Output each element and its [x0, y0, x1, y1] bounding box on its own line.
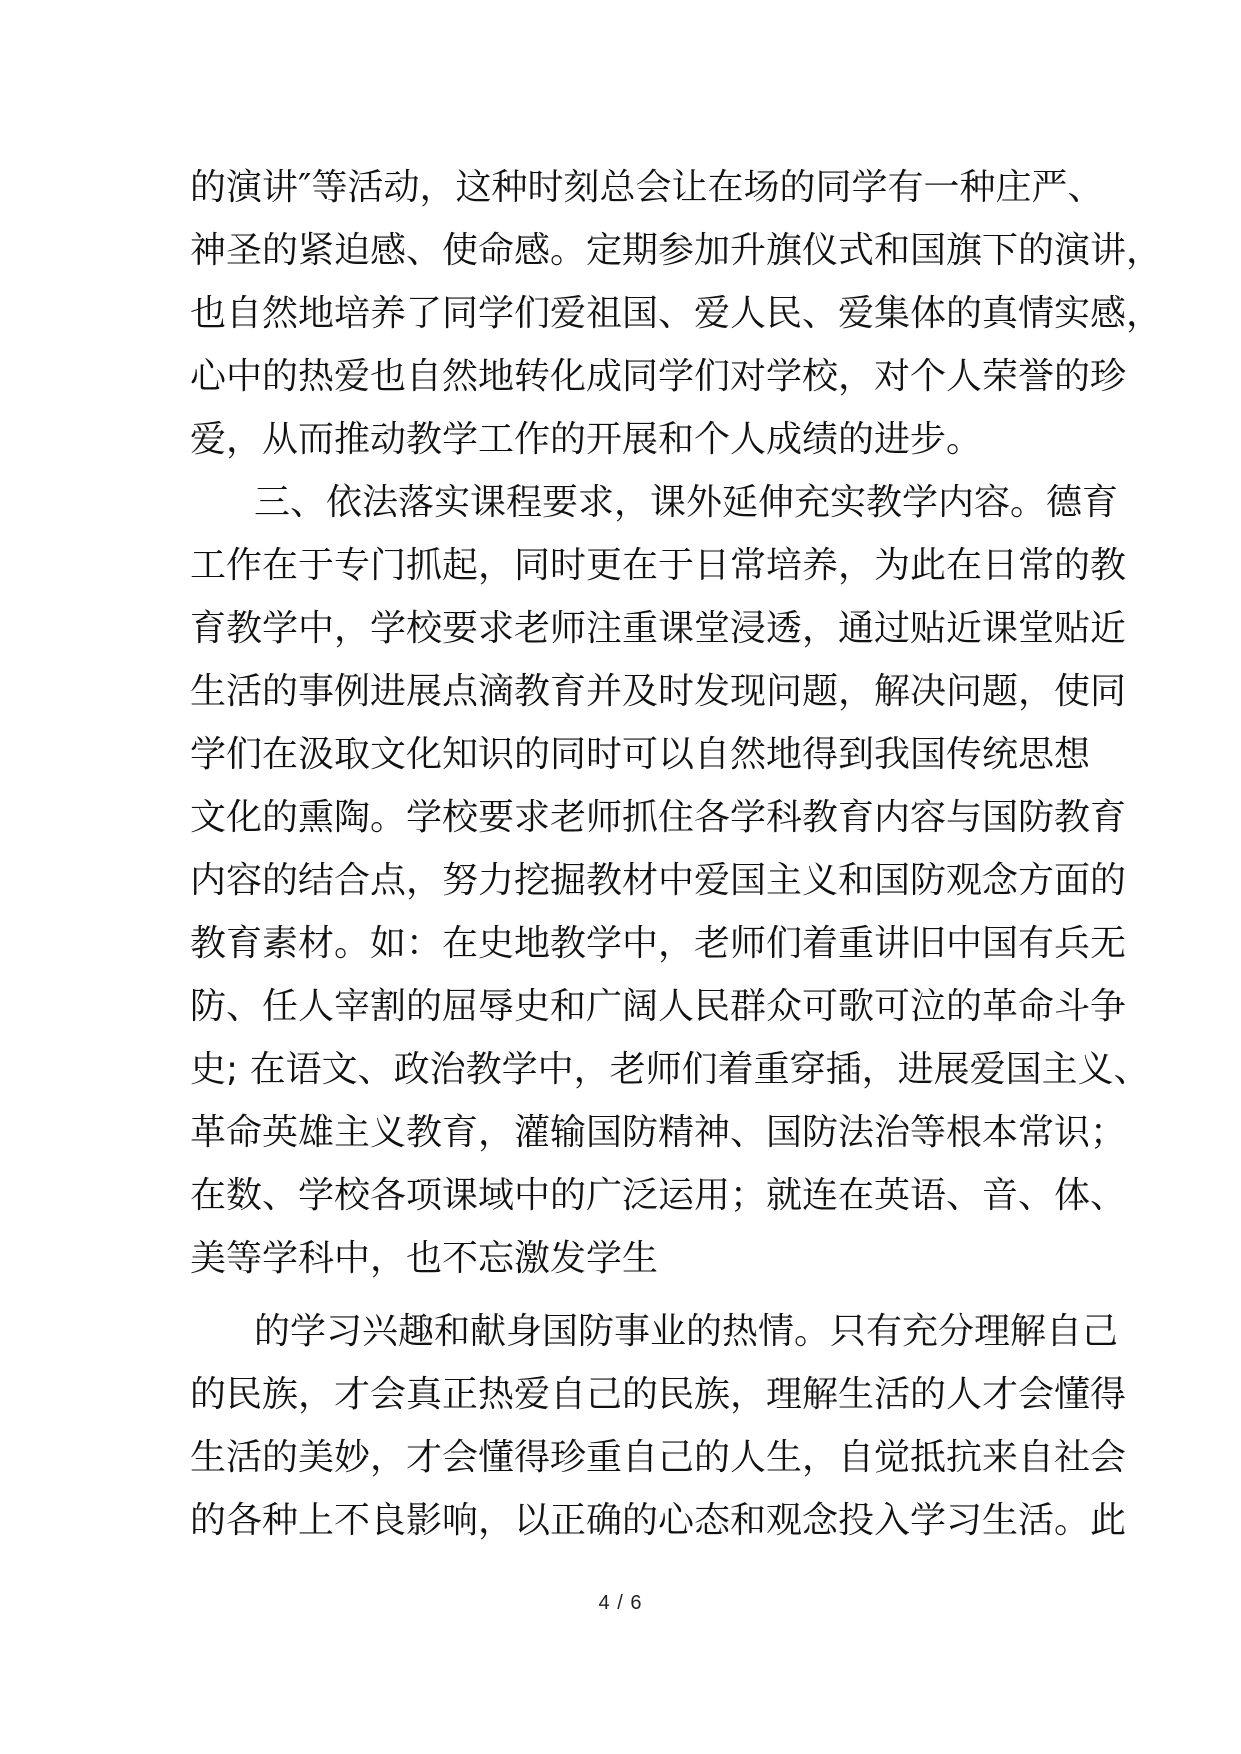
paragraph-gap [190, 1290, 1070, 1300]
paragraph-first-line: 的学习兴趣和献身国防事业的热情。只有充分理解自己 [254, 1311, 1119, 1352]
page-number: 4 / 6 [598, 1592, 643, 1614]
paragraph-first-line: 三、依法落实课程要求，课外延伸充实教学内容。德育 [254, 482, 1119, 523]
body-text [190, 156, 1163, 1552]
text-line: 生活的事例进展点滴教育并及时发现问题，解决问题，使同 [190, 671, 1127, 712]
text-line: 的各种上不良影响，以正确的心态和观念投入学习生活。此 [190, 1500, 1127, 1541]
text-line: 文化的熏陶。学校要求老师抓住各学科教育内容与国防教育 [190, 797, 1127, 838]
text-line: 防、任人宰割的屈辱史和广阔人民群众可歌可泣的革命斗争 [190, 986, 1127, 1027]
text-line: 生活的美妙，才会懂得珍重自己的人生，自觉抵抗来自社会 [190, 1437, 1127, 1478]
text-line: 心中的热爱也自然地转化成同学们对学校，对个人荣誉的珍 [190, 356, 1127, 397]
text-line: 教育素材。如：在史地教学中，老师们着重讲旧中国有兵无 [190, 923, 1127, 964]
text-line: 神圣的紧迫感、使命感。定期参加升旗仪式和国旗下的演讲， [190, 230, 1163, 271]
text-line: 学们在汲取文化知识的同时可以自然地得到我国传统思想 [190, 734, 1091, 775]
text-line: 爱，从而推动教学工作的开展和个人成绩的进步。 [190, 419, 983, 460]
text-line: 的民族，才会真正热爱自己的民族，理解生活的人才会懂得 [190, 1374, 1127, 1415]
text-line: 的演讲″等活动，这种时刻总会让在场的同学有一种庄严、 [190, 167, 1104, 208]
text-line: 也自然地培养了同学们爱祖国、爱人民、爱集体的真情实感， [190, 293, 1163, 334]
text-line: 史; 在语文、政治教学中，老师们着重穿插，进展爱国主义、 [190, 1049, 1150, 1090]
text-line: 革命英雄主义教育，灌输国防精神、国防法治等根本常识； [190, 1112, 1127, 1153]
text-line: 在数、学校各项课域中的广泛运用；就连在英语、音、体、 [190, 1175, 1127, 1216]
text-line: 美等学科中，也不忘激发学生 [190, 1238, 659, 1279]
text-line: 育教学中，学校要求老师注重课堂浸透，通过贴近课堂贴近 [190, 608, 1127, 649]
text-line: 工作在于专门抓起，同时更在于日常培养，为此在日常的教 [190, 545, 1127, 586]
text-line: 内容的结合点，努力挖掘教材中爱国主义和国防观念方面的 [190, 860, 1127, 901]
